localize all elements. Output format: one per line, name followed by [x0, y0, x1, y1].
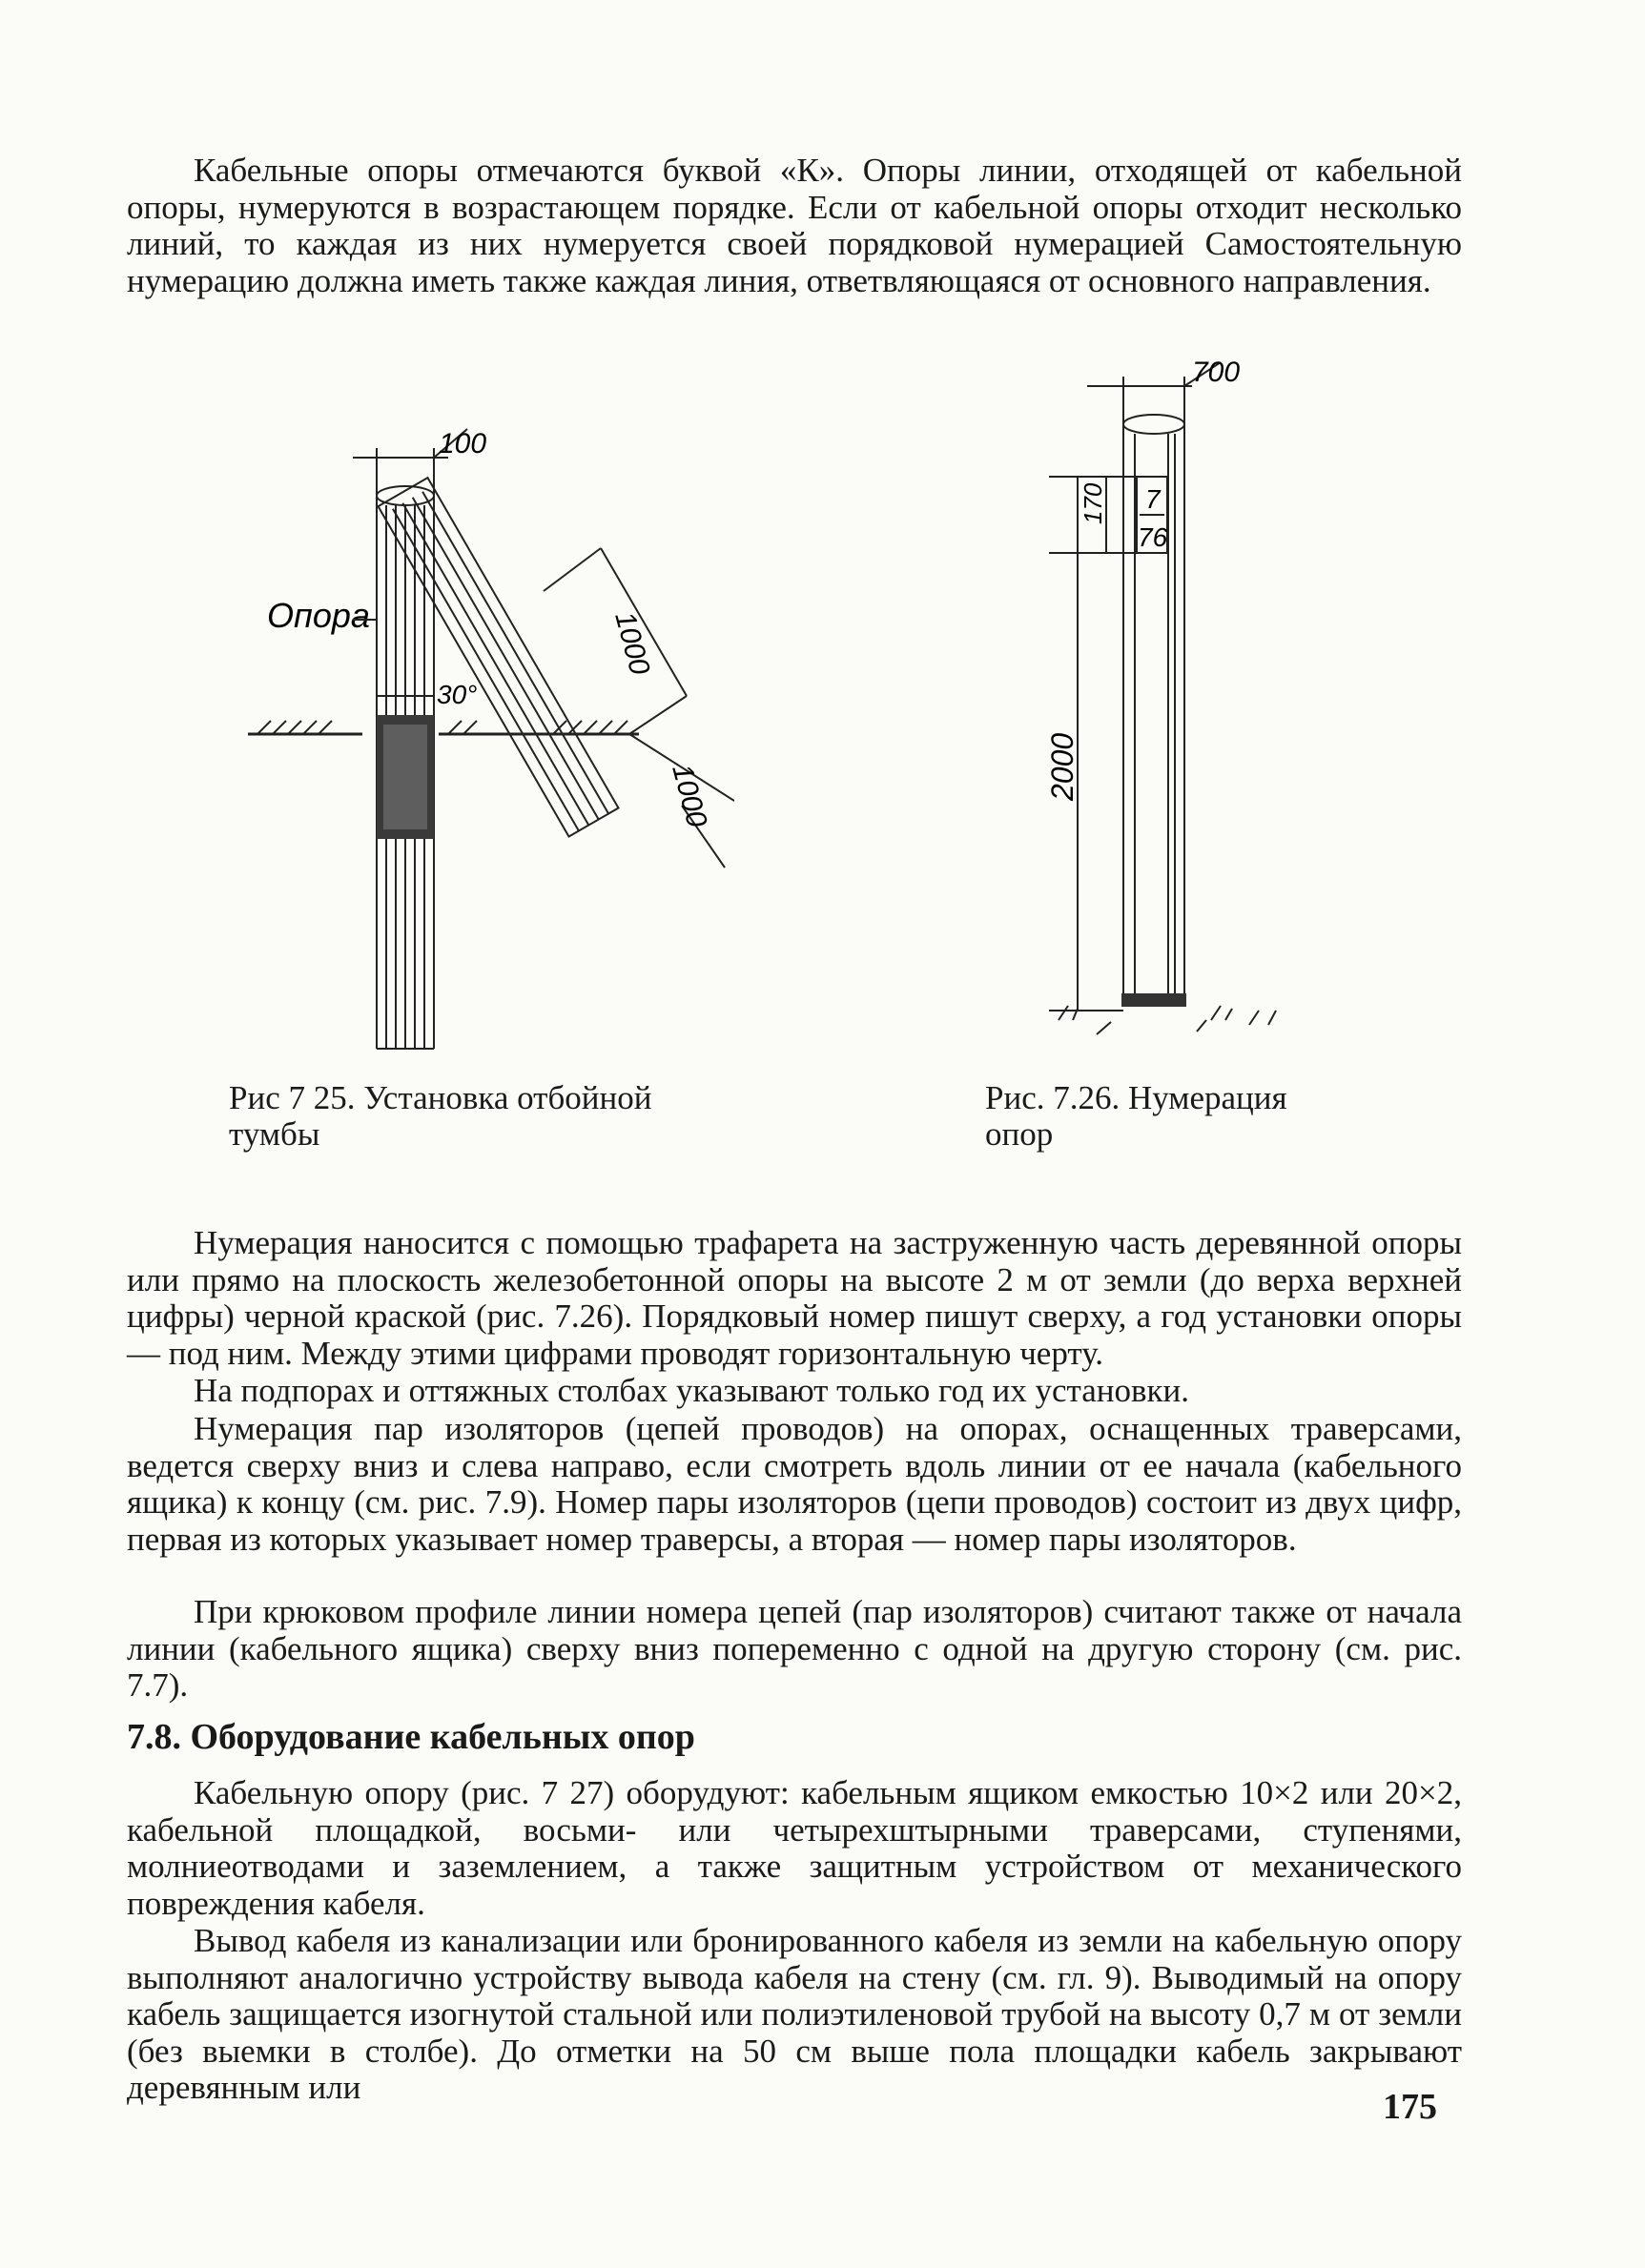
section-heading: 7.8. Оборудование кабельных опор: [127, 1717, 695, 1757]
figure-7-26-caption: [985, 1080, 1287, 1153]
pole-number-top: 7: [1145, 484, 1161, 514]
pole-label: Опора: [267, 596, 370, 635]
caption-line-2: опор: [985, 1115, 1054, 1153]
angle-label: 30°: [437, 680, 478, 709]
dimension-label-lower: 1000: [666, 761, 713, 831]
paragraph-cable-output: Вывод кабеля из канализации или бронированного кабеля из земли на кабельную опору выполняют аналогично устройству вывода кабеля на стену (см. гл. 9). Выводимый на опору кабель защищается изогнутой стальной или полиэтиленовой трубой на высоту 0,7 м от земли (без выемки в столбе). До отметки на 50 см выше пола площадки кабель закрывают деревянным или: [127, 1922, 1462, 2106]
caption-line-1: Рис 7 25. Установка отбойной: [229, 1079, 652, 1116]
dimension-label-2000: 2000: [1045, 732, 1080, 801]
paragraph-equipment: Кабельную опору (рис. 7 27) оборудуют: кабельным ящиком емкостью 10×2 или 20×2, кабельной площадкой, восьми- или четырехштырными траверсами, ступенями, молниеотводами и заземлением, а также защитным устройством от механического повреждения кабеля.: [127, 1774, 1462, 1922]
paragraph-insulators: Нумерация пар изоляторов (цепей проводов) на опорах, оснащенных траверсами, ведется сверху вниз и слева направо, если смотреть вдоль линии от ее начала (кабельного ящика) к концу (см. рис. 7.9). Номер пары изоляторов (цепи проводов) состоит из двух цифр, первая из которых указывает номер траверсы, а вторая — номер пары изоляторов.: [127, 1410, 1462, 1558]
caption-line-1: Рис. 7.26. Нумерация: [985, 1079, 1287, 1116]
figure-7-25-caption: [229, 1080, 651, 1153]
page-number: 175: [1383, 2087, 1437, 2127]
pole-number-bottom: 76: [1138, 522, 1168, 552]
paragraph-struts: На подпорах и оттяжных столбах указывают только год их установки.: [194, 1372, 1190, 1409]
dimension-label-top: 100: [439, 428, 487, 460]
dimension-label-upper: 1000: [608, 608, 656, 679]
caption-line-2: тумбы: [229, 1115, 320, 1153]
dimension-label-top: 700: [1192, 357, 1241, 388]
paragraph-intro: Кабельные опоры отмечаются буквой «К». Опоры линии, отходящей от кабельной опоры, нумеруются в возрастающем порядке. Если от кабельной опоры отходит несколько линий, то каждая из них нумеруется своей порядковой нумерацией Самостоятельную нумерацию должна иметь также каждая линия, ответвляющаяся от основного направления.: [127, 152, 1462, 299]
figure-7-26-drawing: [1030, 353, 1345, 1058]
paragraph-hook-profile: При крюковом профиле линии номера цепей (пар изоляторов) считают также от начала линии (кабельного ящика) сверху вниз попеременно с одной на другую сторону (см. рис. 7.7).: [127, 1593, 1462, 1704]
paragraph-numbering: Нумерация наносится с помощью трафарета на заструженную часть деревянной опоры или прямо на плоскость железобетонной опоры на высоте 2 м от земли (до верха верхней цифры) черной краской (рис. 7.26). Порядковый номер пишут сверху, а год установки опоры — под ним. Между этими цифрами проводят горизонтальную черту.: [127, 1224, 1462, 1372]
figure-7-25-drawing: [238, 419, 734, 1144]
dimension-label-170: 170: [1079, 482, 1107, 524]
